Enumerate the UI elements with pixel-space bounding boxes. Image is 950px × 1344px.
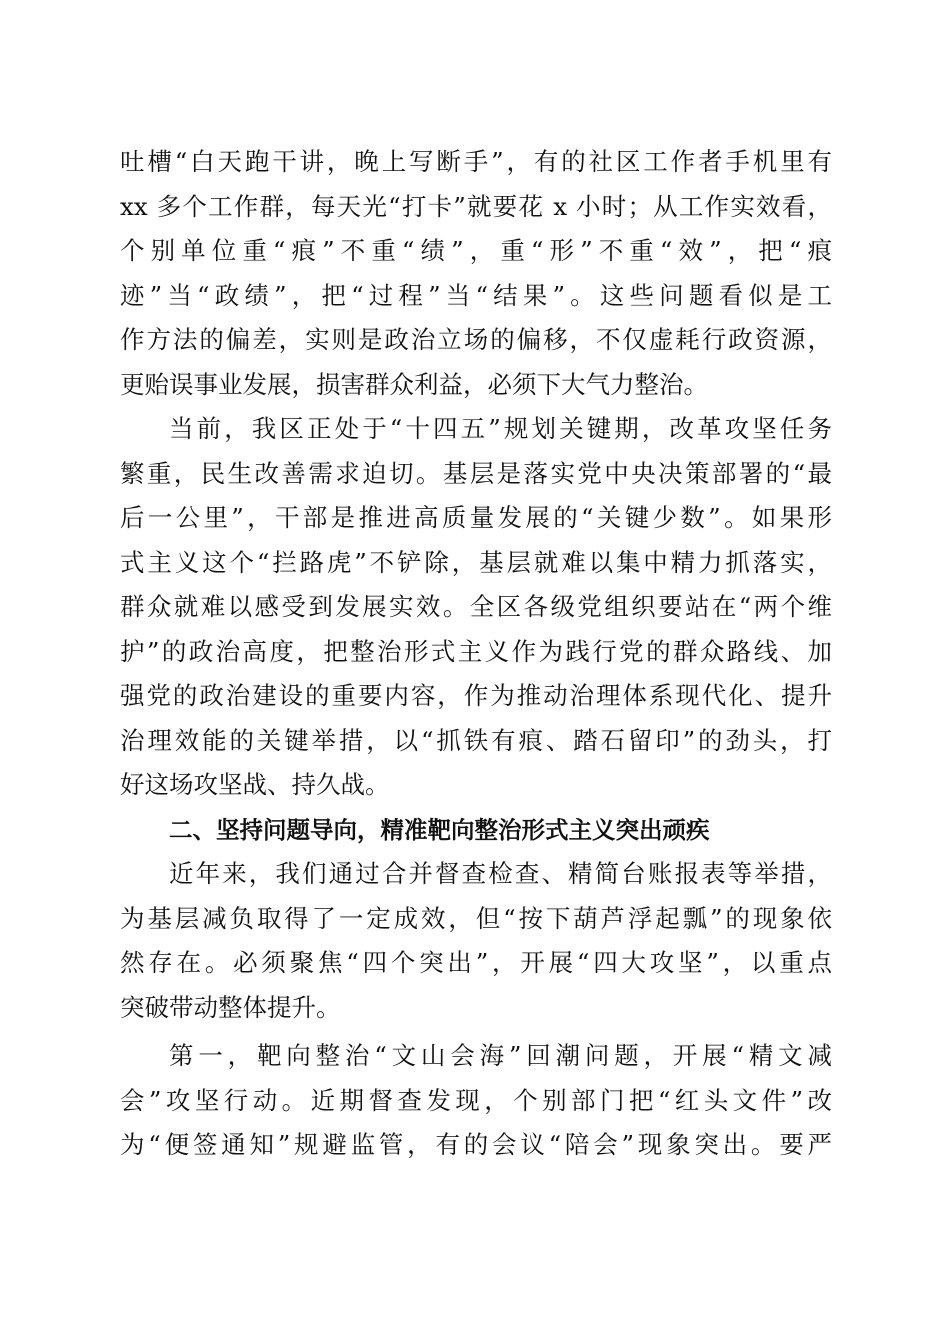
paragraph-3-line: 为基层减负取得了一定成效，但“按下葫芦浮起瓢”的现象依 [120,903,832,933]
paragraph-2-line: 好这场攻坚战、持久战。 [120,770,390,799]
paragraph-2 [120,407,832,808]
paragraph-2-line: 群众就难以感受到发展实效。全区各级党组织要站在“两个维 [120,592,832,621]
paragraph-3-line: 近年来，我们通过合并督查检查、精简台账报表等举措， [169,859,832,888]
paragraph-4-line: 会”攻坚行动。近期督查发现，个别部门把“红头文件”改 [120,1085,832,1115]
paragraph-1-line: xx 多个工作群，每天光“打卡”就要花 x 小时；从工作实效看， [120,191,832,221]
section-heading-2: 二、坚持问题导向，精准靶向整治形式主义突出顽疾 [169,815,710,844]
paragraph-1-line: 更贻误事业发展，损害群众利益，必须下大气力整治。 [120,369,708,399]
paragraph-1-line: 个别单位重“痕”不重“绩”，重“形”不重“效”，把“痕 [120,236,832,265]
paragraph-1 [120,140,832,407]
paragraph-4-line: 为“便签通知”规避监管，有的会议“陪会”现象突出。要严 [120,1130,832,1159]
paragraph-1-line: 吐槽“白天跑干讲，晚上写断手”，有的社区工作者手机里有 [120,147,832,176]
paragraph-2-line: 当前，我区正处于“十四五”规划关键期，改革攻坚任务 [169,414,832,443]
paragraph-1-line: 作方法的偏差，实则是政治立场的偏移，不仅虚耗行政资源， [120,325,832,354]
paragraph-2-line: 治理效能的关键举措，以“抓铁有痕、踏石留印”的劲头，打 [120,725,832,755]
paragraph-3 [120,852,832,1030]
paragraph-2-line: 式主义这个“拦路虎”不铲除，基层就难以集中精力抓落实， [120,547,832,577]
paragraph-1-line: 迹”当“政绩”，把“过程”当“结果”。这些问题看似是工 [120,280,832,310]
paragraph-3-line: 突破带动整体提升。 [120,992,341,1022]
document-body [120,140,832,1168]
paragraph-2-line: 强党的政治建设的重要内容，作为推动治理体系现代化、提升 [120,681,832,710]
paragraph-2-line: 后一公里”，干部是推进高质量发展的“关键少数”。如果形 [120,503,832,532]
paragraph-3-line: 然存在。必须聚焦“四个突出”，开展“四大攻坚”，以重点 [120,948,832,977]
paragraph-4 [120,1034,832,1168]
paragraph-2-line: 繁重，民生改善需求迫切。基层是落实党中央决策部署的“最 [120,458,832,488]
paragraph-2-line: 护”的政治高度，把整治形式主义作为践行党的群众路线、加 [120,636,832,666]
paragraph-4-line: 第一，靶向整治“文山会海”回潮问题，开展“精文减 [169,1041,832,1070]
